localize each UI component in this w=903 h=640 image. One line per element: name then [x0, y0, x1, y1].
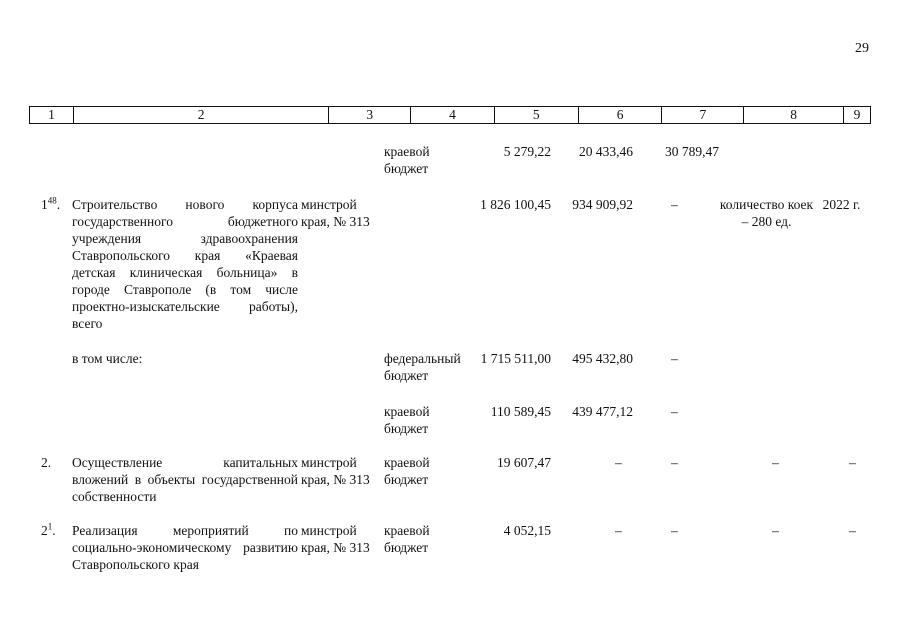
column-number-1: 1	[30, 107, 74, 123]
value-col-5: 1 715 511,00	[480, 351, 551, 366]
value-col-5: 19 607,47	[497, 455, 551, 470]
value-col-5: 5 279,22	[503, 144, 551, 159]
row-number: $2^1$.	[41, 521, 56, 538]
page-number: 29	[855, 41, 869, 56]
value-col-7: 30 789,47	[665, 144, 719, 159]
value-col-5: 4 052,15	[503, 523, 551, 538]
column-number-8: 8	[744, 107, 844, 123]
value-col-6: 934 909,92	[572, 197, 633, 212]
column-number-5: 5	[495, 107, 579, 123]
value-col-5: 110 589,45	[490, 404, 551, 419]
value-col-7: –	[671, 197, 678, 212]
value-col-7: –	[671, 455, 678, 470]
value-col-6: 495 432,80	[572, 351, 633, 366]
column-number-7: 7	[662, 107, 744, 123]
value-col-7: –	[671, 351, 678, 366]
column-number-3: 3	[329, 107, 411, 123]
measure-name: Осуществление капитальных вложений в объекты государственной собственности	[72, 455, 298, 504]
value-col-7: –	[671, 523, 678, 538]
executor: минстрой края, № 313	[301, 197, 370, 229]
funding-source: федеральный бюджет	[384, 351, 461, 383]
value-col-5: 1 826 100,45	[480, 197, 551, 212]
value-col-7: –	[671, 404, 678, 419]
executor: минстрой края, № 313	[301, 523, 370, 555]
result-indicator: –	[772, 455, 779, 470]
row-number: 2.	[41, 455, 52, 470]
measure-name: в том числе:	[72, 351, 143, 366]
completion-year: –	[849, 455, 856, 470]
column-number-2: 2	[74, 107, 329, 123]
funding-source: краевой бюджет	[384, 404, 430, 436]
funding-source: краевой бюджет	[384, 523, 430, 555]
result-indicator: количество коек – 280 ед.	[719, 197, 814, 229]
funding-source: краевой бюджет	[384, 144, 430, 176]
column-number-9: 9	[853, 107, 861, 122]
value-col-6: 439 477,12	[572, 404, 633, 419]
column-number-4: 4	[411, 107, 495, 123]
measure-name: Реализация мероприятий по социально-экономическому развитию Ставропольского края	[72, 523, 298, 572]
completion-year: 2022 г.	[822, 197, 861, 212]
value-col-6: –	[615, 455, 622, 470]
table-header-row	[29, 106, 871, 124]
value-col-6: 20 433,46	[579, 144, 633, 159]
completion-year: –	[849, 523, 856, 538]
column-number-6: 6	[579, 107, 663, 123]
measure-name: Строительство нового корпуса государственного бюджетного учреждения здравоохранения Ставропольского края «Краевая детская клиническая больница» в городе Ставрополе (в том числе проектно-изыскательские работы), всего	[72, 197, 298, 331]
result-indicator: –	[772, 523, 779, 538]
executor: минстрой края, № 313	[301, 455, 370, 487]
row-number: $1^{48}$.	[41, 195, 61, 212]
funding-source: краевой бюджет	[384, 455, 430, 487]
value-col-6: –	[615, 523, 622, 538]
